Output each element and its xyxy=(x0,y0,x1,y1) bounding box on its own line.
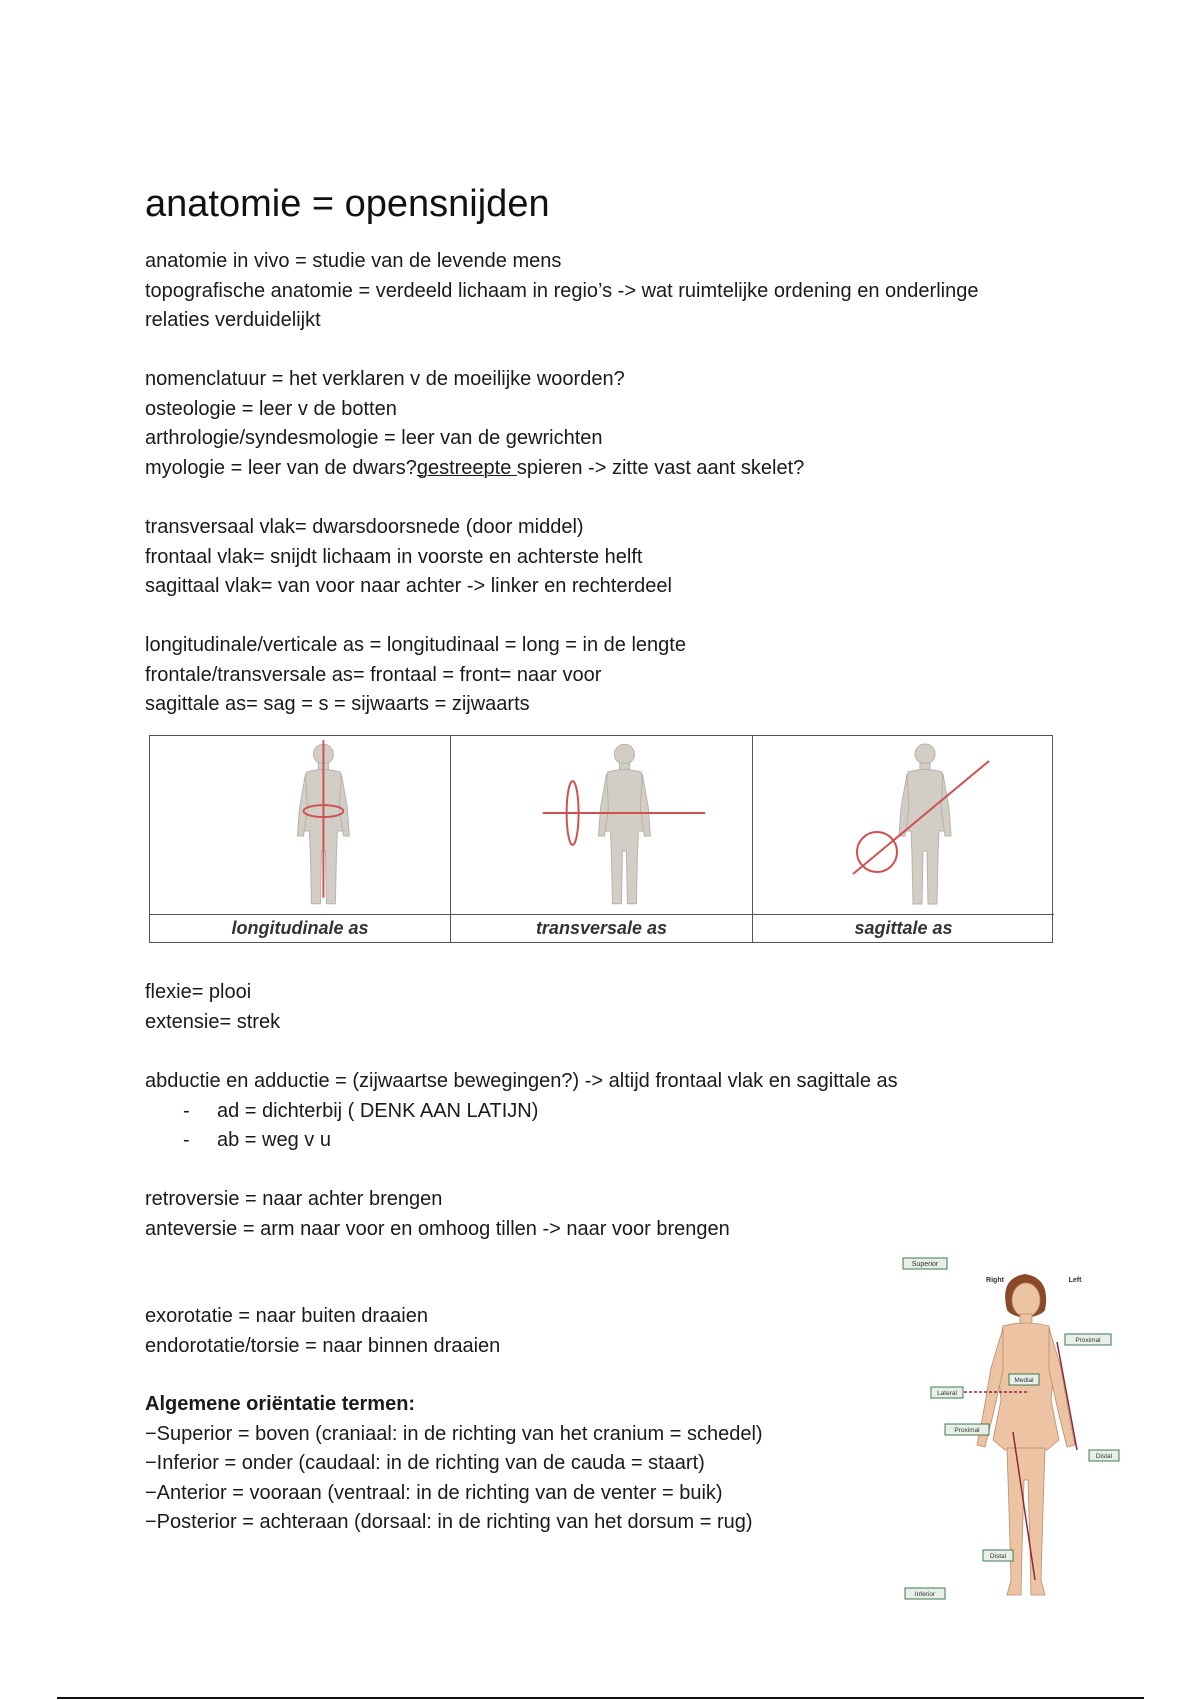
text-line: osteologie = leer v de botten xyxy=(145,397,397,420)
axis-cell-sagittal xyxy=(753,736,1054,942)
transversal-axis-figure xyxy=(451,736,752,914)
underlined-text: gestreepte xyxy=(416,456,517,479)
list-item xyxy=(145,1126,1025,1156)
axis-label: sagittale as xyxy=(753,914,1054,942)
text-line: longitudinale/verticale as = longitudinaal = long = in de lengte xyxy=(145,634,686,656)
text-line: retroversie = naar achter brengen xyxy=(145,1188,443,1210)
axis-label: transversale as xyxy=(451,914,752,942)
label-proximal-arm: Proximal xyxy=(1075,1337,1101,1344)
version-section xyxy=(145,1185,1025,1244)
text-line: nomenclatuur = het verklaren v de moeilijke woorden? xyxy=(145,368,625,390)
axis-cell-transversal xyxy=(451,736,753,942)
text-part: myologie = leer van de dwars? xyxy=(145,456,417,479)
human-silhouette xyxy=(899,744,951,904)
section-heading: Algemene oriëntatie termen: xyxy=(145,1393,416,1415)
text-line: anatomie in vivo = studie van de levende mens xyxy=(145,250,562,272)
label-left: Left xyxy=(1068,1277,1082,1284)
planes-section xyxy=(145,513,1025,602)
text-line: sagittaal vlak= van voor naar achter -> linker en rechterdeel xyxy=(145,575,672,597)
text-line: frontaal vlak= snijdt lichaam in voorste en achterste helft xyxy=(145,545,643,568)
label-right: Right xyxy=(986,1277,1004,1284)
list-item: −Inferior = onder (caudaal: in de richting van de cauda = staart) xyxy=(145,1452,705,1474)
flexion-section xyxy=(145,978,1025,1037)
text-line: endorotatie/torsie = naar binnen draaien xyxy=(145,1334,501,1357)
text-line: extensie= strek xyxy=(145,1010,281,1033)
list-item xyxy=(145,1097,1025,1127)
label-distal-leg: Distal xyxy=(989,1553,1007,1560)
text-line: anteversie = arm naar voor en omhoog tillen -> naar voor brengen xyxy=(145,1217,730,1240)
label-superior: Superior xyxy=(911,1261,939,1268)
text-line: exorotatie = naar buiten draaien xyxy=(145,1305,428,1327)
label-proximal-leg: Proximal xyxy=(954,1427,980,1434)
text-line: abductie en adductie = (zijwaartse bewegingen?) -> altijd frontaal vlak en sagittale as xyxy=(145,1070,898,1092)
rotation-circle xyxy=(857,832,897,872)
label-lateral: Lateral xyxy=(937,1390,957,1397)
text-line: flexie= plooi xyxy=(145,981,252,1003)
female-body xyxy=(977,1274,1075,1595)
human-silhouette xyxy=(599,744,651,903)
text-line xyxy=(145,454,1025,484)
sagittal-axis-figure xyxy=(753,736,1054,914)
text-part: spieren -> zitte vast aant skelet? xyxy=(516,456,805,479)
label-distal-arm: Distal xyxy=(1095,1453,1113,1460)
bullet-dash: - xyxy=(183,1129,190,1151)
bullet-text: ab = weg v u xyxy=(217,1129,331,1151)
text-line: frontale/transversale as= frontaal = front= naar voor xyxy=(145,663,602,686)
list-item: −Anterior = vooraan (ventraal: in de richting van de venter = buik) xyxy=(145,1481,723,1504)
terms-section xyxy=(145,365,1025,483)
text-line: arthrologie/syndesmologie = leer van de gewrichten xyxy=(145,427,603,449)
text-line: transversaal vlak= dwarsdoorsnede (door middel) xyxy=(145,516,584,538)
axis-label: longitudinale as xyxy=(150,914,450,942)
rotation-section xyxy=(145,1302,885,1361)
footer-divider xyxy=(57,1697,1144,1699)
bullet-dash: - xyxy=(183,1099,190,1122)
axis-diagram-table xyxy=(149,735,1053,943)
intro-section xyxy=(145,247,1025,336)
axis-cell-longitudinal xyxy=(150,736,451,942)
list-item: −Posterior = achteraan (dorsaal: in de richting van het dorsum = rug) xyxy=(145,1511,753,1533)
anatomical-orientation-figure xyxy=(895,1250,1145,1620)
label-medial: Medial xyxy=(1014,1377,1034,1384)
page-title: anatomie = opensnijden xyxy=(145,183,550,225)
orientation-section xyxy=(145,1390,885,1538)
abduction-section xyxy=(145,1067,1025,1156)
text-line: topografische anatomie = verdeeld lichaam in regio’s -> wat ruimtelijke ordening en onderlinge relaties verduidelijkt xyxy=(145,279,979,331)
text-line: sagittale as= sag = s = sijwaarts = zijwaarts xyxy=(145,693,530,715)
axes-section xyxy=(145,631,1025,720)
list-item: −Superior = boven (craniaal: in de richting van het cranium = schedel) xyxy=(145,1422,763,1445)
bullet-text: ad = dichterbij ( DENK AAN LATIJN) xyxy=(217,1099,539,1122)
label-inferior: Inferior xyxy=(914,1591,936,1598)
longitudinal-axis-figure xyxy=(150,736,450,914)
